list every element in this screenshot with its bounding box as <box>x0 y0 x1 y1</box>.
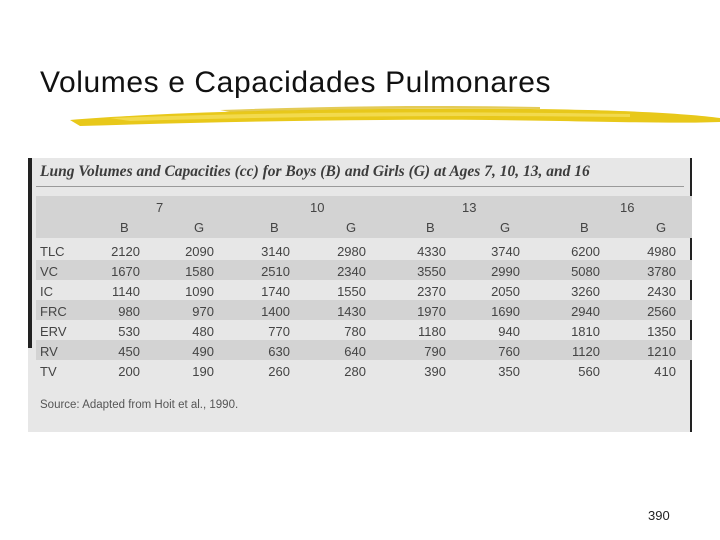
page-number: 390 <box>648 508 670 523</box>
sex-header: G <box>500 220 511 235</box>
table-cell: 2120 <box>111 244 140 259</box>
table-cell: 450 <box>118 344 140 359</box>
table-cell: 2510 <box>261 264 290 279</box>
title-brush-underline <box>70 100 720 134</box>
age-header: 7 <box>156 200 164 215</box>
table-cell: 640 <box>344 344 366 359</box>
table-cell: 1690 <box>491 304 520 319</box>
table-cell: 1550 <box>337 284 366 299</box>
lung-volumes-table-image <box>28 158 692 432</box>
table-cell: 4980 <box>647 244 676 259</box>
row-label: IC <box>40 284 53 299</box>
table-cell: 4330 <box>417 244 446 259</box>
table-cell: 940 <box>498 324 520 339</box>
row-label: TLC <box>40 244 65 259</box>
table-cell: 1090 <box>185 284 214 299</box>
table-cell: 1670 <box>111 264 140 279</box>
table-cell: 2940 <box>571 304 600 319</box>
table-cell: 2340 <box>337 264 366 279</box>
sex-header: B <box>426 220 435 235</box>
table-cell: 2990 <box>491 264 520 279</box>
row-label: RV <box>40 344 58 359</box>
table-cell: 1350 <box>647 324 676 339</box>
table-cell: 200 <box>118 364 140 379</box>
table-cell: 1970 <box>417 304 446 319</box>
sex-header: G <box>346 220 357 235</box>
header-band <box>36 196 692 238</box>
table-cell: 2560 <box>647 304 676 319</box>
table-cell: 390 <box>424 364 446 379</box>
sex-header: B <box>580 220 589 235</box>
table-cell: 790 <box>424 344 446 359</box>
row-label: ERV <box>40 324 67 339</box>
table-cell: 3550 <box>417 264 446 279</box>
row-label: VC <box>40 264 59 279</box>
table-cell: 1430 <box>337 304 366 319</box>
table-cell: 6200 <box>571 244 600 259</box>
table-cell: 1140 <box>112 284 140 299</box>
table-cell: 490 <box>192 344 214 359</box>
sex-header: G <box>656 220 667 235</box>
age-header: 16 <box>620 200 635 215</box>
table-cell: 1400 <box>261 304 290 319</box>
table-cell: 1580 <box>185 264 214 279</box>
table-cell: 5080 <box>571 264 600 279</box>
table-cell: 2980 <box>337 244 366 259</box>
table-cell: 630 <box>268 344 290 359</box>
table-cell: 970 <box>192 304 214 319</box>
table-cell: 410 <box>654 364 676 379</box>
table-cell: 260 <box>268 364 290 379</box>
table-cell: 980 <box>118 304 140 319</box>
row-label: TV <box>40 364 57 379</box>
table-cell: 770 <box>268 324 290 339</box>
table-cell: 560 <box>578 364 600 379</box>
table-cell: 2050 <box>491 284 520 299</box>
table-cell: 3780 <box>647 264 676 279</box>
table-cell: 780 <box>344 324 366 339</box>
table-cell: 1120 <box>572 344 600 359</box>
table-cell: 280 <box>344 364 366 379</box>
table-caption: Lung Volumes and Capacities (cc) for Boys (B) and Girls (G) at Ages 7, 10, 13, and 16 <box>40 163 590 180</box>
table-cell: 190 <box>192 364 214 379</box>
caption-rule <box>36 186 684 187</box>
table-cell: 2370 <box>417 284 446 299</box>
table-cell: 1210 <box>647 344 676 359</box>
scan-edge-left <box>28 158 32 348</box>
sex-header: G <box>194 220 205 235</box>
age-header: 13 <box>462 200 477 215</box>
table-cell: 1810 <box>571 324 600 339</box>
table-cell: 2430 <box>647 284 676 299</box>
table-cell: 3140 <box>261 244 290 259</box>
table-cell: 2090 <box>185 244 214 259</box>
sex-header: B <box>120 220 129 235</box>
table-cell: 530 <box>118 324 140 339</box>
table-cell: 760 <box>498 344 520 359</box>
table-cell: 350 <box>498 364 520 379</box>
table-source: Source: Adapted from Hoit et al., 1990. <box>40 399 239 411</box>
row-label: FRC <box>40 304 67 319</box>
table-cell: 3260 <box>571 284 600 299</box>
table-cell: 3740 <box>491 244 520 259</box>
sex-header: B <box>270 220 279 235</box>
table-cell: 480 <box>192 324 214 339</box>
slide-title: Volumes e Capacidades Pulmonares <box>40 66 552 99</box>
table-cell: 1180 <box>418 324 446 339</box>
table-cell: 1740 <box>261 284 290 299</box>
age-header: 10 <box>310 200 325 215</box>
